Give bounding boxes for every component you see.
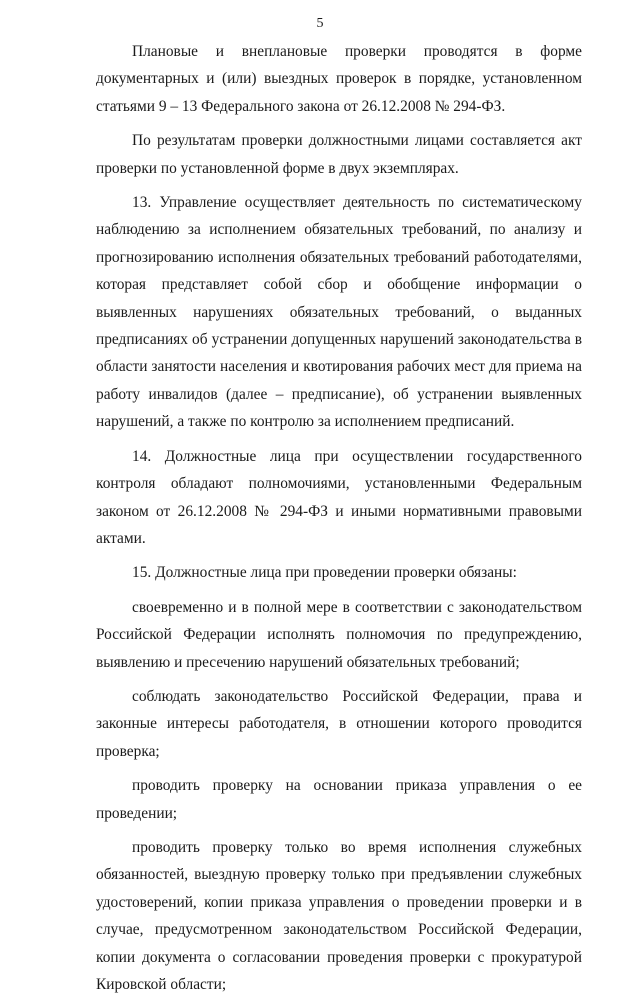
paragraph: соблюдать законодательство Российской Федерации, права и законные интересы работодателя, в отношении которого проводится проверка; bbox=[96, 687, 582, 760]
paragraph: своевременно и в полной мере в соответствии с законодательством Российской Федерации исполнять полномочия по предупреждению, выявлению и пресечению нарушений обязательных требований; bbox=[96, 598, 582, 671]
page-number: 5 bbox=[316, 16, 324, 31]
paragraph: проводить проверку только во время исполнения служебных обязанностей, выездную проверку только при предъявлении служебных удостоверений, копии приказа управления о проведении проверки и в случае, предусмотренном законодательством Российской Федерации, копии документа о согласовании проведения проверки с прокуратурой Кировской области; bbox=[96, 838, 582, 993]
paragraph: 13. Управление осуществляет деятельность по систематическому наблюдению за исполнением обязательных требований, по анализу и прогнозированию исполнения обязательных требований работодателями, которая представляет собой сбор и обобщение информации о выявленных нарушениях обязательных требований, о выданных предписаниях об устранении допущенных нарушений законодательства в области занятости населения и квотирования рабочих мест для приема на работу инвалидов (далее – предписание), об устранении выявленных нарушений, а также по контролю за исполнением предписаний. bbox=[96, 194, 582, 431]
paragraph: Плановые и внеплановые проверки проводятся в форме документарных и (или) выездных проверок в порядке, установленном статьями 9 – 13 Федерального закона от 26.12.2008 № 294-ФЗ. bbox=[96, 43, 582, 115]
document-body bbox=[96, 38, 582, 1005]
paragraph: проводить проверку на основании приказа управления о ее проведении; bbox=[96, 777, 582, 822]
paragraph: 14. Должностные лица при осуществлении государственного контроля обладают полномочиями, установленными Федеральным законом от 26.12.2008 № 294-ФЗ и иными нормативными правовыми актами. bbox=[96, 447, 582, 547]
paragraph: По результатам проверки должностными лицами составляется акт проверки по установленной форме в двух экземплярах. bbox=[96, 132, 582, 177]
paragraph: 15. Должностные лица при проведении проверки обязаны: bbox=[132, 564, 517, 582]
